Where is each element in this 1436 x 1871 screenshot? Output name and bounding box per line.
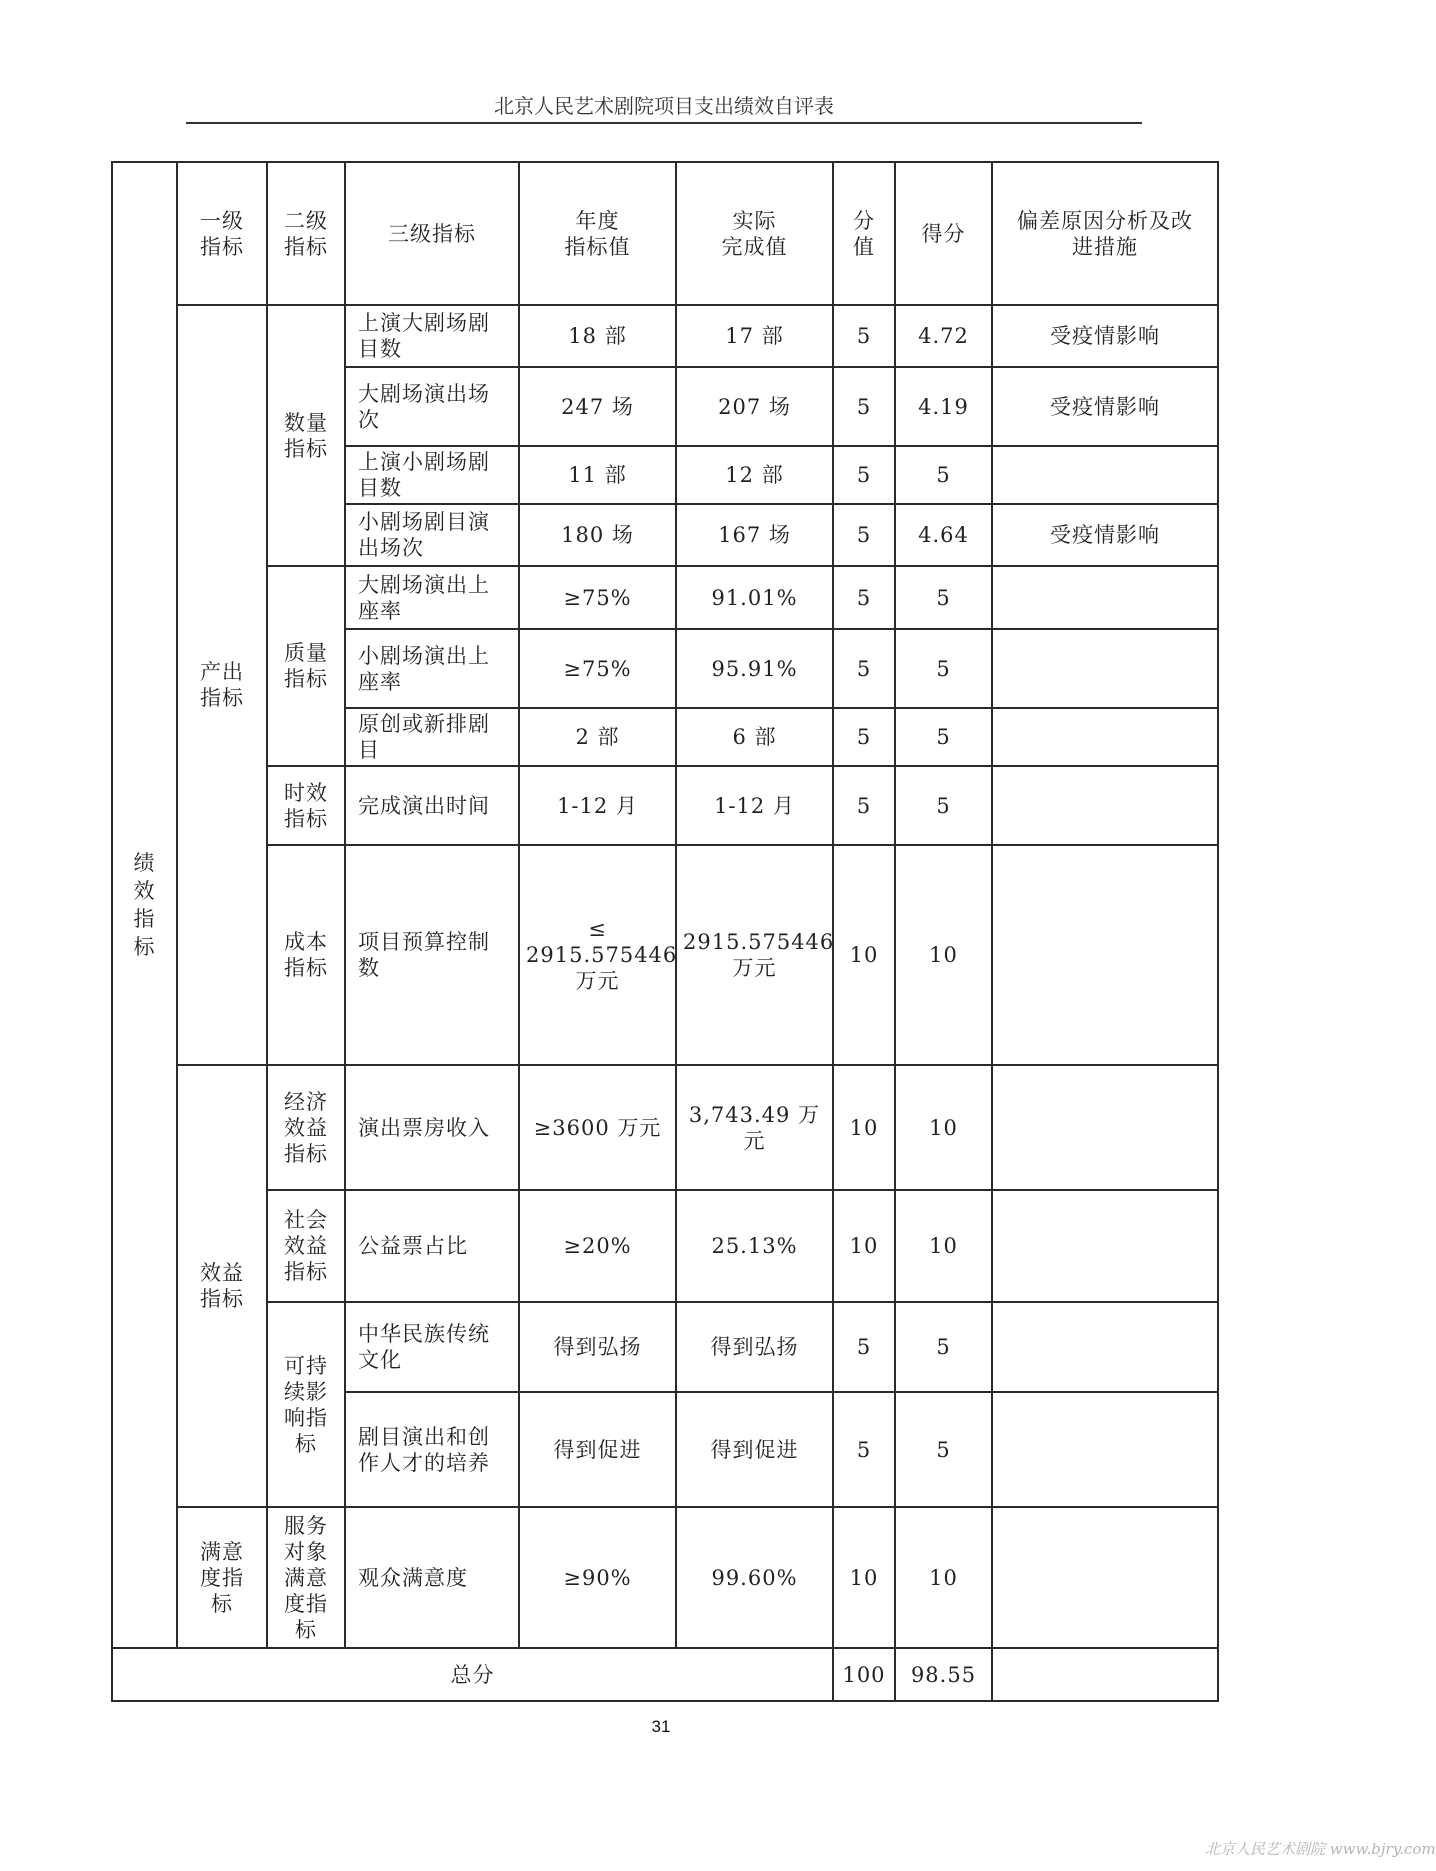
weight-value: 5 [833, 446, 895, 504]
weight-value: 10 [833, 845, 895, 1065]
level3-indicator: 观众满意度 [345, 1507, 519, 1648]
deviation-reason [992, 1065, 1218, 1190]
annual-target-value: 2 部 [519, 708, 676, 766]
deviation-reason [992, 766, 1218, 845]
annual-target-value: 180 场 [519, 504, 676, 566]
deviation-reason [992, 1392, 1218, 1507]
level2-indicator: 时效 指标 [267, 766, 345, 845]
annual-target-value: 得到促进 [519, 1392, 676, 1507]
actual-completion-value: 1-12 月 [676, 766, 833, 845]
score-value: 5 [895, 708, 992, 766]
watermark-text: 北京人民艺术剧院 www.bjry.com [1205, 1840, 1436, 1858]
header-divider [186, 122, 1142, 124]
annual-target-value: ≥75% [519, 629, 676, 708]
table-row [112, 1190, 1218, 1302]
weight-value: 5 [833, 367, 895, 446]
page-number: 31 [651, 1717, 671, 1736]
table-body [112, 162, 1218, 1701]
deviation-reason: 受疫情影响 [992, 504, 1218, 566]
column-header: 分 值 [833, 162, 895, 305]
actual-completion-value: 17 部 [676, 305, 833, 367]
deviation-reason [992, 1507, 1218, 1648]
deviation-reason: 受疫情影响 [992, 367, 1218, 446]
total-row [112, 1648, 1218, 1701]
table-header-row [112, 162, 1218, 305]
deviation-reason [992, 1190, 1218, 1302]
table-row [112, 1507, 1218, 1648]
column-header: 一级 指标 [177, 162, 267, 305]
score-value: 5 [895, 446, 992, 504]
table-row [112, 566, 1218, 629]
annual-target-value: ≥3600 万元 [519, 1065, 676, 1190]
score-value: 10 [895, 1065, 992, 1190]
level3-indicator: 大剧场演出场 次 [345, 367, 519, 446]
weight-value: 5 [833, 1302, 895, 1392]
level2-indicator: 经济 效益 指标 [267, 1065, 345, 1190]
level2-indicator: 质量 指标 [267, 566, 345, 766]
score-value: 5 [895, 566, 992, 629]
level3-indicator: 演出票房收入 [345, 1065, 519, 1190]
score-value: 4.19 [895, 367, 992, 446]
deviation-reason [992, 708, 1218, 766]
performance-evaluation-table [111, 161, 1219, 1702]
weight-value: 5 [833, 504, 895, 566]
annual-target-value: 得到弘扬 [519, 1302, 676, 1392]
level3-indicator: 小剧场剧目演 出场次 [345, 504, 519, 566]
column-header: 偏差原因分析及改 进措施 [992, 162, 1218, 305]
score-value: 4.64 [895, 504, 992, 566]
actual-completion-value: 得到弘扬 [676, 1302, 833, 1392]
level2-indicator: 社会 效益 指标 [267, 1190, 345, 1302]
column-header: 得分 [895, 162, 992, 305]
column-header: 二级 指标 [267, 162, 345, 305]
weight-value: 10 [833, 1065, 895, 1190]
level3-indicator: 原创或新排剧 目 [345, 708, 519, 766]
score-value: 4.72 [895, 305, 992, 367]
annual-target-value: ≥75% [519, 566, 676, 629]
actual-completion-value: 2915.575446 万元 [676, 845, 833, 1065]
total-score: 98.55 [895, 1648, 992, 1701]
annual-target-value: ≥90% [519, 1507, 676, 1648]
level2-indicator: 服务 对象 满意 度指 标 [267, 1507, 345, 1648]
score-value: 5 [895, 766, 992, 845]
table-row [112, 1302, 1218, 1392]
deviation-reason: 受疫情影响 [992, 305, 1218, 367]
weight-value: 10 [833, 1507, 895, 1648]
level3-indicator: 小剧场演出上 座率 [345, 629, 519, 708]
deviation-reason [992, 1302, 1218, 1392]
annual-target-value: 1-12 月 [519, 766, 676, 845]
score-value: 5 [895, 1302, 992, 1392]
annual-target-value: ≤ 2915.575446 万元 [519, 845, 676, 1065]
annual-target-value: ≥20% [519, 1190, 676, 1302]
score-value: 5 [895, 629, 992, 708]
weight-value: 5 [833, 766, 895, 845]
annual-target-value: 18 部 [519, 305, 676, 367]
actual-completion-value: 207 场 [676, 367, 833, 446]
weight-value: 5 [833, 566, 895, 629]
level3-indicator: 公益票占比 [345, 1190, 519, 1302]
weight-value: 5 [833, 1392, 895, 1507]
level2-indicator: 成本 指标 [267, 845, 345, 1065]
side-label-cell [112, 162, 177, 1648]
table-row [112, 845, 1218, 1065]
level3-indicator: 剧目演出和创 作人才的培养 [345, 1392, 519, 1507]
level1-indicator: 产出 指标 [177, 305, 267, 1065]
column-header: 年度 指标值 [519, 162, 676, 305]
score-value: 10 [895, 845, 992, 1065]
table-row [112, 766, 1218, 845]
total-reason [992, 1648, 1218, 1701]
column-header: 实际 完成值 [676, 162, 833, 305]
side-label: 绩效指标 [133, 851, 156, 959]
level3-indicator: 项目预算控制 数 [345, 845, 519, 1065]
actual-completion-value: 25.13% [676, 1190, 833, 1302]
level3-indicator: 上演小剧场剧 目数 [345, 446, 519, 504]
table-row [112, 1065, 1218, 1190]
weight-value: 5 [833, 305, 895, 367]
actual-completion-value: 167 场 [676, 504, 833, 566]
column-header: 三级指标 [345, 162, 519, 305]
level1-indicator: 满意 度指 标 [177, 1507, 267, 1648]
table-row [112, 305, 1218, 367]
level2-indicator: 可持 续影 响指 标 [267, 1302, 345, 1507]
level3-indicator: 中华民族传统 文化 [345, 1302, 519, 1392]
weight-value: 10 [833, 1190, 895, 1302]
level3-indicator: 上演大剧场剧 目数 [345, 305, 519, 367]
total-label: 总分 [112, 1648, 833, 1701]
deviation-reason [992, 845, 1218, 1065]
page-header-title: 北京人民艺术剧院项目支出绩效自评表 [494, 94, 834, 118]
deviation-reason [992, 446, 1218, 504]
actual-completion-value: 得到促进 [676, 1392, 833, 1507]
actual-completion-value: 12 部 [676, 446, 833, 504]
weight-value: 5 [833, 708, 895, 766]
actual-completion-value: 91.01% [676, 566, 833, 629]
deviation-reason [992, 629, 1218, 708]
annual-target-value: 247 场 [519, 367, 676, 446]
actual-completion-value: 6 部 [676, 708, 833, 766]
level3-indicator: 完成演出时间 [345, 766, 519, 845]
weight-value: 5 [833, 629, 895, 708]
level3-indicator: 大剧场演出上 座率 [345, 566, 519, 629]
score-value: 10 [895, 1507, 992, 1648]
annual-target-value: 11 部 [519, 446, 676, 504]
level1-indicator: 效益 指标 [177, 1065, 267, 1507]
level2-indicator: 数量 指标 [267, 305, 345, 566]
score-value: 5 [895, 1392, 992, 1507]
deviation-reason [992, 566, 1218, 629]
watermark-logo [1205, 1838, 1436, 1866]
actual-completion-value: 99.60% [676, 1507, 833, 1648]
actual-completion-value: 95.91% [676, 629, 833, 708]
score-value: 10 [895, 1190, 992, 1302]
actual-completion-value: 3,743.49 万 元 [676, 1065, 833, 1190]
total-weight: 100 [833, 1648, 895, 1701]
